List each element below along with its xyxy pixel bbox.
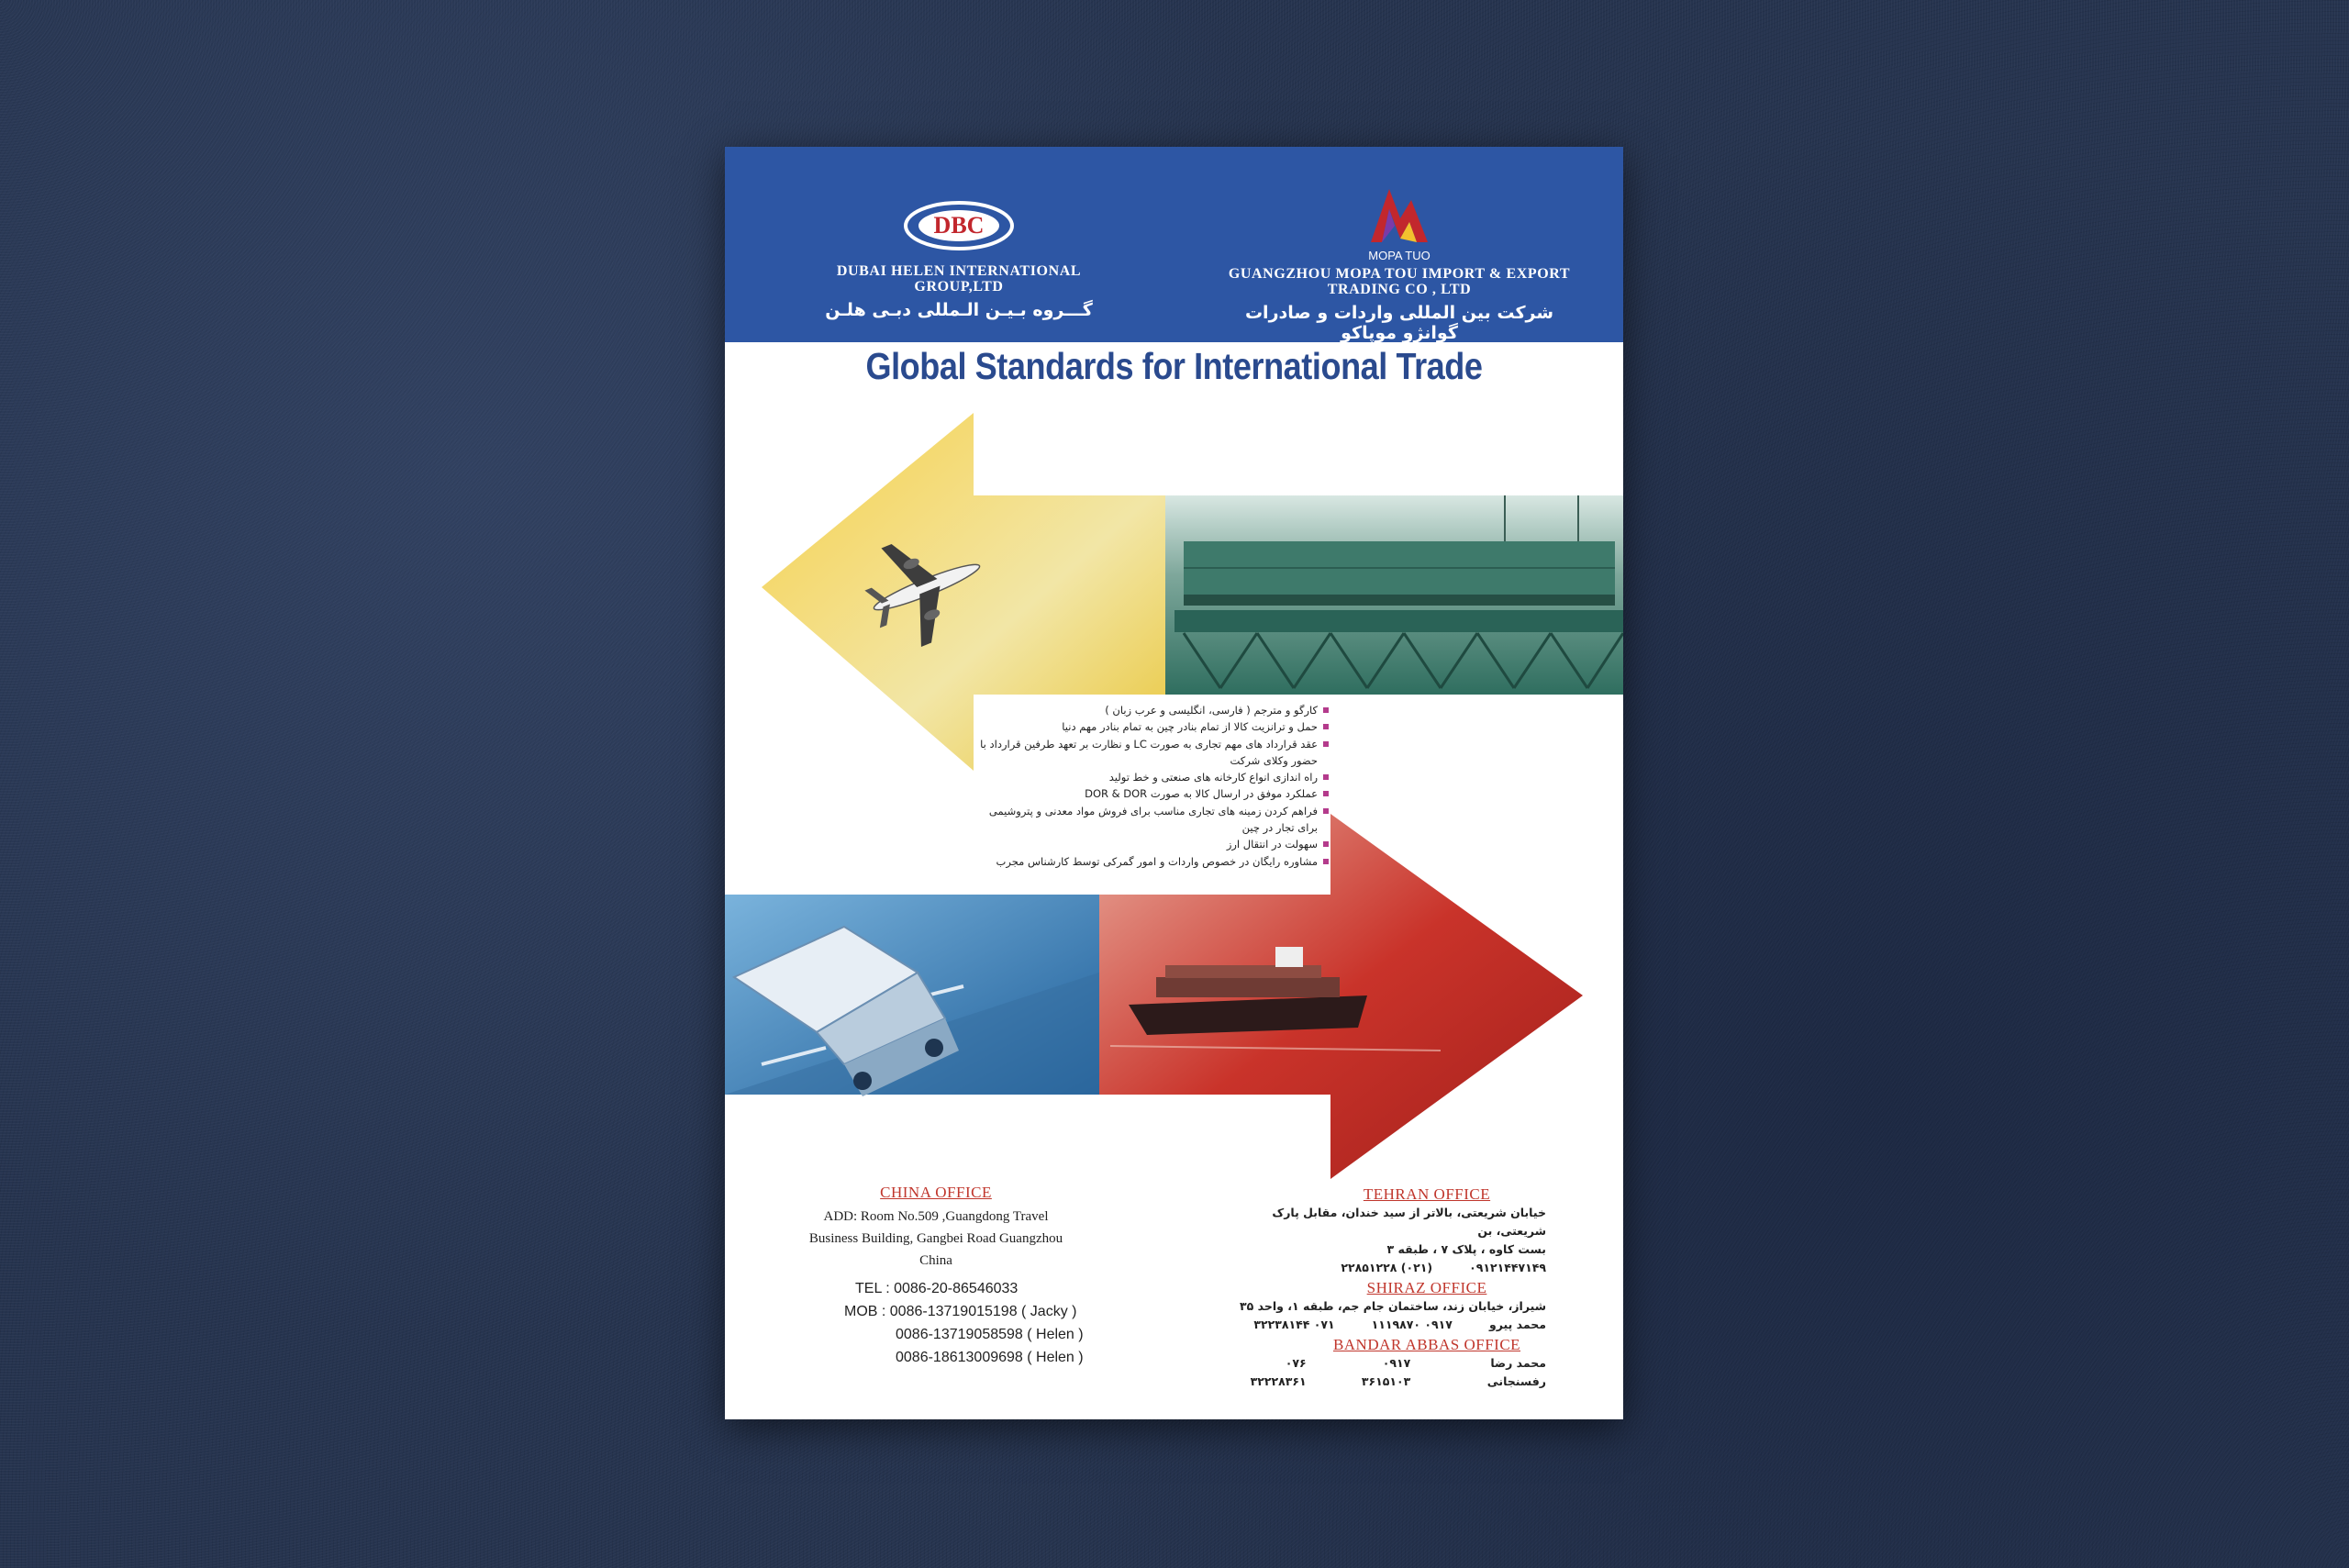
- china-office: [780, 1184, 1092, 1369]
- shiraz-address: شیراز، خیابان زند، ساختمان جام جم، طبقه ۱، واحد ۳۵: [1240, 1299, 1546, 1313]
- china-office-heading: CHINA OFFICE: [880, 1184, 992, 1201]
- headline: Global Standards for International Trade: [865, 345, 1483, 387]
- services-list: [973, 702, 1329, 870]
- bandar-abbas-phone-2: ۰۷۶ ۳۲۲۲۸۳۶۱: [1250, 1356, 1307, 1388]
- dbc-logo-text: DBC: [933, 212, 985, 239]
- shiraz-phone-1: ۰۹۱۷ ۱۱۱۹۸۷۰: [1371, 1318, 1453, 1331]
- iran-offices: [1239, 1184, 1615, 1391]
- tehran-address-line-2: بست کاوه ، پلاک ۷ ، طبقه ۳: [1386, 1242, 1546, 1256]
- china-mob-1: MOB : 0086-13719015198 ( Jacky ): [844, 1304, 1077, 1319]
- china-tel: TEL : 0086-20-86546033: [855, 1281, 1019, 1296]
- dbc-name-fa: گـــروه بـیـن الـمللی دبـی هلـن: [825, 300, 1093, 320]
- china-mob-2: 0086-13719058598 ( Helen ): [896, 1327, 1084, 1342]
- mopa-logo-caption: MOPA TUO: [1368, 249, 1431, 262]
- china-mob-3: 0086-18613009698 ( Helen ): [896, 1350, 1084, 1365]
- flyer: [725, 147, 1623, 1419]
- service-item: سهولت در انتقال ارز: [973, 836, 1329, 852]
- shiraz-contact-name: محمد پیرو: [1488, 1318, 1546, 1331]
- shiraz-office-heading: SHIRAZ OFFICE: [1366, 1279, 1487, 1296]
- tehran-office-heading: TEHRAN OFFICE: [1363, 1185, 1491, 1203]
- china-address-line-1: ADD: Room No.509 ,Guangdong Travel: [823, 1209, 1049, 1224]
- bandar-abbas-contact-name: محمد رضا رفسنجانی: [1486, 1356, 1546, 1388]
- tehran-address-line-1: خیابان شریعتی، بالاتر از سید خندان، مقابل پارک شریعتی، بن: [1272, 1206, 1546, 1238]
- service-item: فراهم کردن زمینه های تجاری مناسب برای فروش مواد معدنی و پتروشیمی برای تجار در چین: [973, 803, 1329, 837]
- service-item: حمل و ترانزیت کالا از تمام بنادر چین به تمام بنادر مهم دنیا: [973, 718, 1329, 735]
- shiraz-phone-2: ۰۷۱ ۳۲۲۳۸۱۴۴: [1253, 1318, 1335, 1331]
- service-item: کارگو و مترجم ( فارسی، انگلیسی و عرب زبان ): [973, 702, 1329, 718]
- bandar-abbas-office-heading: BANDAR ABBAS OFFICE: [1332, 1336, 1521, 1353]
- tehran-phone-2: (۰۲۱) ۲۲۸۵۱۲۲۸: [1341, 1261, 1433, 1274]
- mopa-name-en-1: GUANGZHOU MOPA TOU IMPORT & EXPORT: [1228, 266, 1571, 282]
- service-item: مشاوره رایگان در خصوص واردات و امور گمرکی توسط کارشناس مجرب: [973, 853, 1329, 870]
- service-item: راه اندازی انواع کارخانه های صنعتی و خط تولید: [973, 769, 1329, 785]
- mopa-name-en-2: TRADING CO , LTD: [1327, 282, 1472, 297]
- service-item: عملکرد موفق در ارسال کالا به صورت DOR & DOR: [973, 785, 1329, 802]
- mopa-name-fa: شرکت بین المللی واردات و صادرات گوانژو موپاکو: [1244, 303, 1554, 343]
- china-address-line-3: China: [919, 1253, 952, 1268]
- bandar-abbas-phone-1: ۰۹۱۷ ۳۶۱۵۱۰۳: [1361, 1356, 1411, 1388]
- dbc-name-en-1: DUBAI HELEN INTERNATIONAL: [836, 263, 1082, 279]
- china-address-line-2: Business Building, Gangbei Road Guangzhou: [808, 1231, 1063, 1246]
- service-item: عقد قرارداد های مهم تجاری به صورت LC و نظارت بر تعهد طرفین قرارداد با حضور وکلای شرکت: [973, 736, 1329, 770]
- tehran-phone-1: ۰۹۱۲۱۴۴۷۱۴۹: [1469, 1261, 1546, 1274]
- dbc-name-en-2: GROUP,LTD: [914, 279, 1004, 295]
